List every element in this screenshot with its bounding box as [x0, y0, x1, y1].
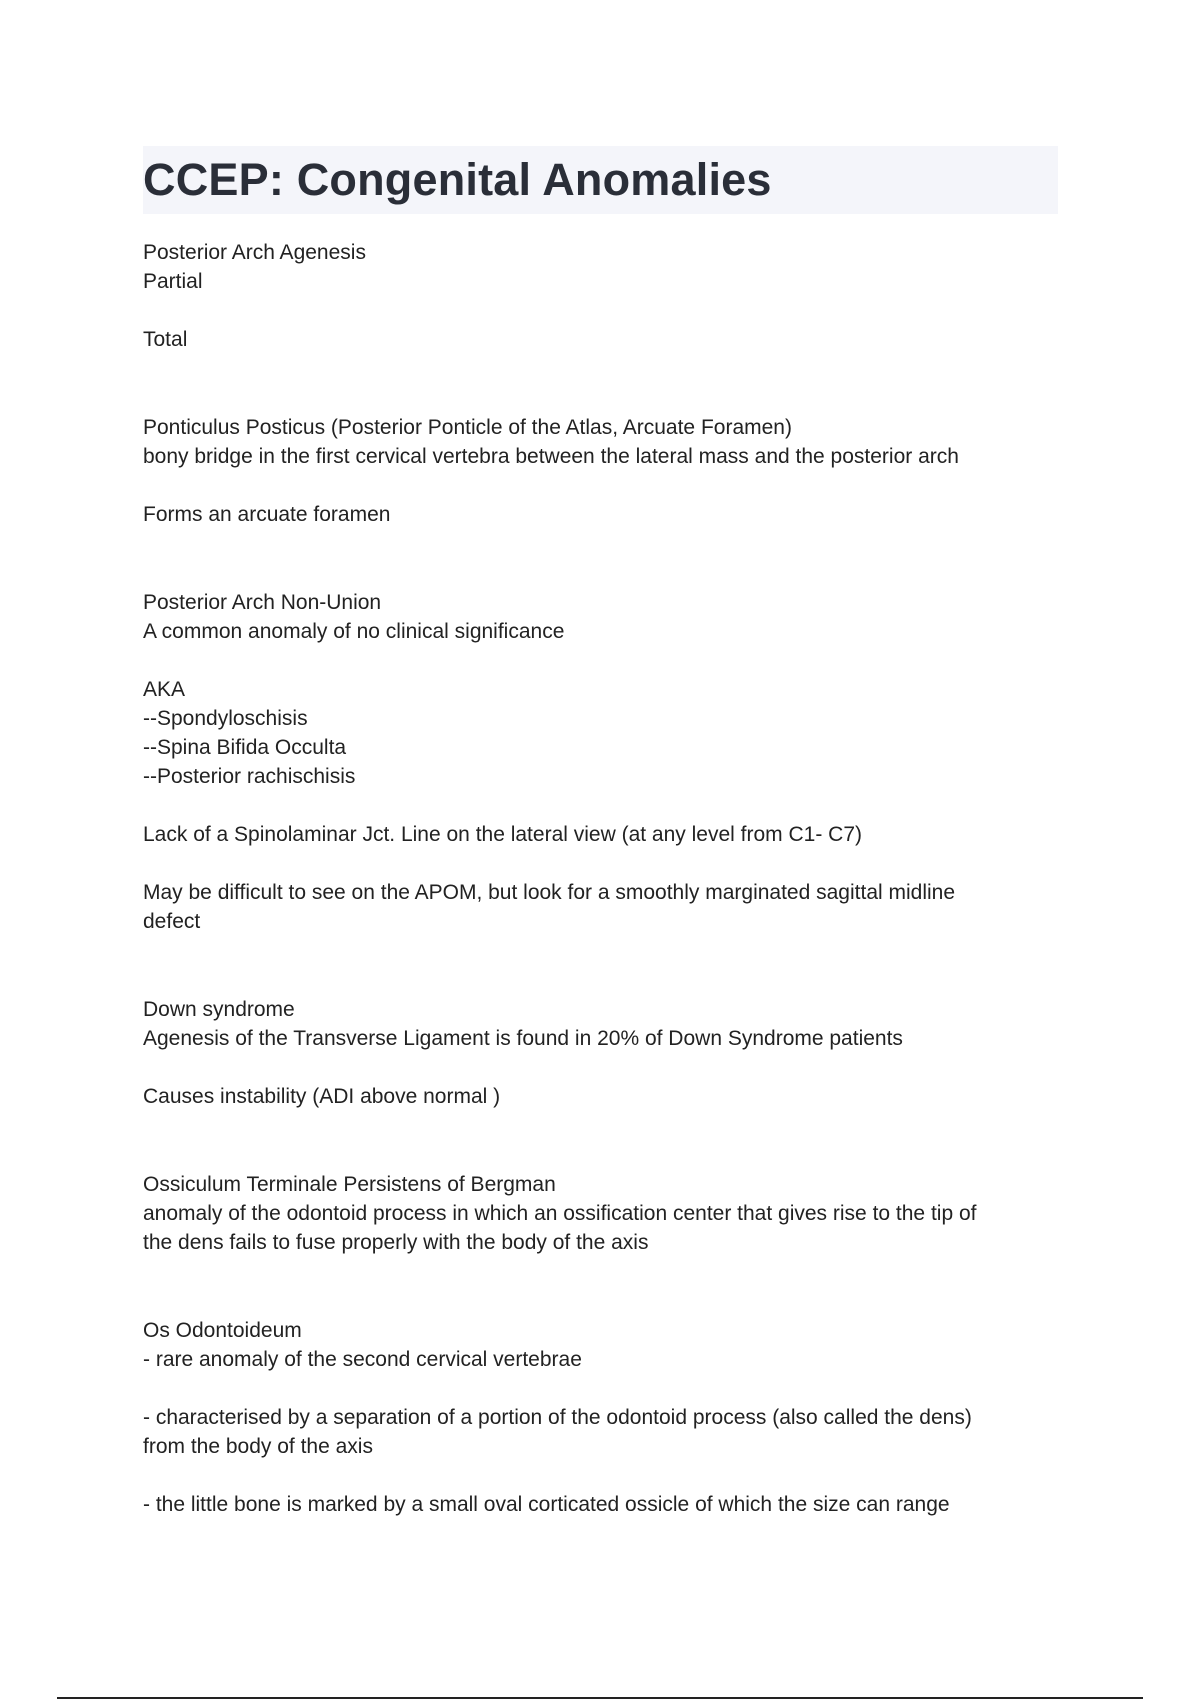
card-line: Forms an arcuate foramen [143, 503, 391, 526]
card-term: Down syndrome [143, 998, 295, 1021]
card-line: - rare anomaly of the second cervical vertebrae [143, 1348, 582, 1371]
title-band [143, 146, 1058, 214]
card-section [143, 413, 1058, 529]
footer-divider [57, 1697, 1143, 1699]
card-line: Lack of a Spinolaminar Jct. Line on the lateral view (at any level from C1- C7) [143, 823, 862, 846]
card-line: --Spondyloschisis [143, 707, 308, 730]
card-line: --Spina Bifida Occulta [143, 736, 347, 759]
card-line: Agenesis of the Transverse Ligament is found in 20% of Down Syndrome patients [143, 1027, 903, 1050]
card-line: Causes instability (ADI above normal ) [143, 1085, 501, 1108]
card-section [143, 1170, 1058, 1257]
blank-line [143, 471, 1058, 500]
card-line: Total [143, 328, 188, 351]
card-line: from the body of the axis [143, 1435, 373, 1458]
blank-line [143, 646, 1058, 675]
card-line: May be difficult to see on the APOM, but look for a smoothly marginated sagittal midline [143, 881, 956, 904]
card-section [143, 588, 1058, 936]
page-title: CCEP: Congenital Anomalies [143, 154, 772, 205]
card-line: Partial [143, 270, 203, 293]
flashcard-content [143, 238, 1058, 1519]
card-line: A common anomaly of no clinical significance [143, 620, 565, 643]
card-section [143, 995, 1058, 1111]
section-gap [143, 936, 1058, 995]
card-line: anomaly of the odontoid process in which an ossification center that gives rise to the tip of [143, 1202, 977, 1225]
blank-line [143, 1461, 1058, 1490]
section-gap [143, 1257, 1058, 1316]
section-gap [143, 354, 1058, 413]
blank-line [143, 296, 1058, 325]
section-gap [143, 1111, 1058, 1170]
card-line: the dens fails to fuse properly with the body of the axis [143, 1231, 649, 1254]
card-term: Ossiculum Terminale Persistens of Bergman [143, 1173, 556, 1196]
card-section [143, 238, 1058, 354]
card-term: Posterior Arch Agenesis [143, 241, 366, 264]
card-line: - characterised by a separation of a portion of the odontoid process (also called the dens) [143, 1406, 972, 1429]
blank-line [143, 791, 1058, 820]
card-line: defect [143, 910, 201, 933]
card-line: --Posterior rachischisis [143, 765, 356, 788]
card-line: AKA [143, 678, 186, 701]
card-term: Os Odontoideum [143, 1319, 302, 1342]
card-line: bony bridge in the first cervical vertebra between the lateral mass and the posterior arch [143, 445, 959, 468]
blank-line [143, 1374, 1058, 1403]
section-gap [143, 529, 1058, 588]
card-line: - the little bone is marked by a small oval corticated ossicle of which the size can range [143, 1493, 950, 1516]
card-section [143, 1316, 1058, 1519]
card-term: Posterior Arch Non-Union [143, 591, 382, 614]
blank-line [143, 1053, 1058, 1082]
blank-line [143, 849, 1058, 878]
card-term: Ponticulus Posticus (Posterior Ponticle of the Atlas, Arcuate Foramen) [143, 416, 792, 439]
